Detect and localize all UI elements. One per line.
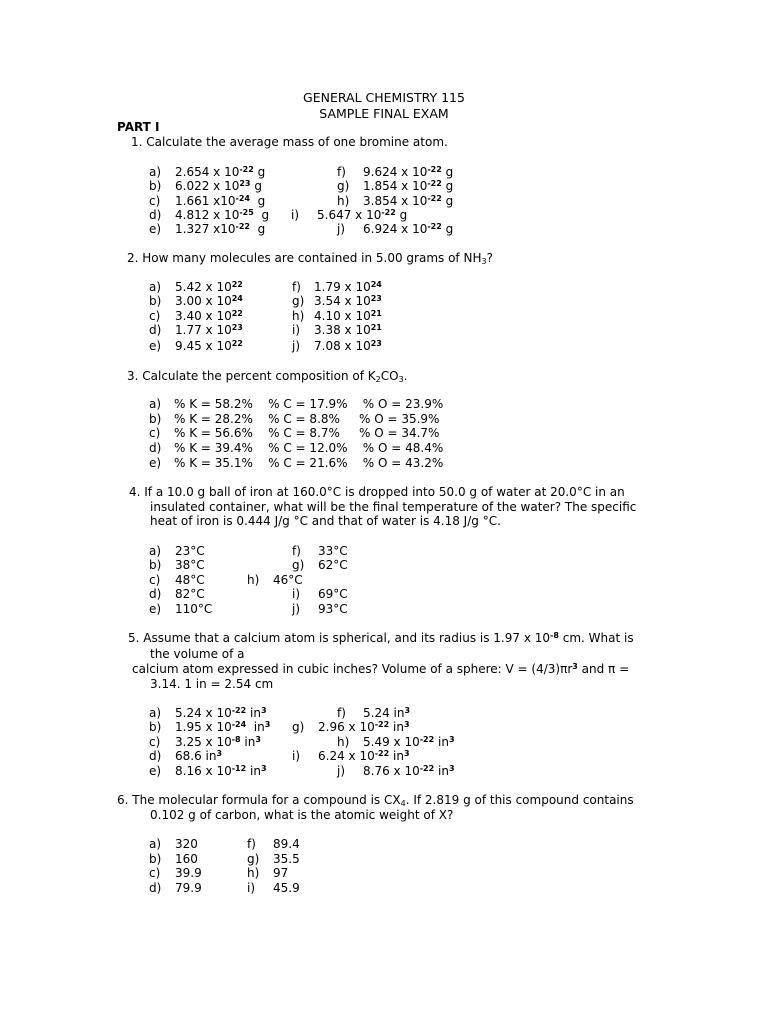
option-a: a) 5.24 x $10^{-22}$ $in^3$ [149, 706, 267, 720]
question-text-line-2: 0.102 g of carbon, what is the atomic weight of X? [150, 808, 454, 822]
option-i: i) 3.38 x $10^{21}$ [292, 323, 382, 337]
option-d: d) % K = 39.4% % C = 12.0% % O = 48.4% [149, 441, 444, 455]
option-e: e) 9.45 x $10^{22}$ [149, 339, 243, 353]
option-c: c) 39.9 [149, 866, 202, 880]
option-h: h) 97 [247, 866, 289, 880]
option-j: j) 6.924 x $10^{-22}$ g [337, 222, 454, 236]
question-text-line-2: the volume of a [150, 647, 245, 661]
question-text-line-1: 5. Assume that a calcium atom is spherical, and its radius is 1.97 x $10^{-8}$ cm. What is [128, 631, 634, 645]
option-e: e) 110°C [149, 602, 213, 616]
option-b: b) 38°C [149, 558, 205, 572]
option-a: a) % K = 58.2% % C = 17.9% % O = 23.9% [149, 397, 444, 411]
option-c: c) % K = 56.6% % C = 8.7% % O = 34.7% [149, 426, 440, 440]
option-g: g) 3.54 x $10^{23}$ [292, 294, 382, 308]
option-f: f) 5.24 $in^3$ [337, 706, 411, 720]
option-e: e) 8.16 x $10^{-12}$ $in^3$ [149, 764, 267, 778]
option-c: c) 1.661 $x10^{-24}$ g [149, 194, 266, 208]
option-h: h) 3.854 x $10^{-22}$ g [337, 194, 454, 208]
question-text: 1. Calculate the average mass of one bromine atom. [131, 135, 448, 149]
option-b: b) 160 [149, 852, 198, 866]
question-text-line-4: 3.14. 1 in = 2.54 cm [150, 677, 274, 691]
option-g: g) 35.5 [247, 852, 300, 866]
option-d: d) 79.9 [149, 881, 202, 895]
option-e: e) % K = 35.1% % C = 21.6% % O = 43.2% [149, 456, 444, 470]
option-d: d) 4.812 x $10^{-25}$ g [149, 208, 270, 222]
option-h: h) 5.49 x $10^{-22}$ $in^3$ [337, 735, 455, 749]
option-g: g) 2.96 x $10^{-22}$ $in^3$ [292, 720, 410, 734]
exam-subtitle: SAMPLE FINAL EXAM [319, 106, 449, 121]
option-i: i) 5.647 x $10^{-22}$ g [291, 208, 408, 222]
option-e: e) 1.327 $x10^{-22}$ g [149, 222, 266, 236]
option-g: g) 62°C [292, 558, 348, 572]
exam-title: GENERAL CHEMISTRY 115 [303, 90, 465, 105]
option-f: f) 9.624 x $10^{-22}$ g [337, 165, 454, 179]
option-c: c) 3.40 x $10^{22}$ [149, 309, 243, 323]
part-label: PART I [117, 120, 160, 134]
question-text-line-2: insulated container, what will be the final temperature of the water? The specific [150, 500, 637, 514]
option-i: i) 69°C [292, 587, 348, 601]
option-b: b) % K = 28.2% % C = 8.8% % O = 35.9% [149, 412, 440, 426]
option-f: f) 1.79 x $10^{24}$ [292, 280, 382, 294]
question-text: 3. Calculate the percent composition of $K_2CO_3$. [127, 369, 408, 384]
question-text-line-3: calcium atom expressed in cubic inches? Volume of a sphere: $V = (4/3)\pi r^3$ and π = [132, 662, 630, 676]
option-a: a) 23°C [149, 544, 205, 558]
option-f: f) 33°C [292, 544, 348, 558]
option-j: j) 93°C [292, 602, 348, 616]
option-h: h) 4.10 x $10^{21}$ [292, 309, 382, 323]
option-a: a) 5.42 x $10^{22}$ [149, 280, 243, 294]
option-i: i) 45.9 [247, 881, 300, 895]
question-text-line-1: 4. If a 10.0 g ball of iron at 160.0°C is dropped into 50.0 g of water at 20.0°C in an [129, 485, 625, 499]
option-f: f) 89.4 [247, 837, 300, 851]
option-b: b) 1.95 x $10^{-24}$ $in^3$ [149, 720, 271, 734]
option-b: b) 3.00 x $10^{24}$ [149, 294, 243, 308]
option-a: a) 320 [149, 837, 198, 851]
option-b: b) 6.022 x $10^{23}$ g [149, 179, 262, 193]
option-a: a) 2.654 x $10^{-22}$ g [149, 165, 266, 179]
option-j: j) 7.08 x $10^{23}$ [292, 339, 382, 353]
option-d: d) 68.6 $in^3$ [149, 749, 223, 763]
option-d: d) 82°C [149, 587, 205, 601]
option-c: c) 3.25 x $10^{-8}$ $in^3$ [149, 735, 261, 749]
question-text: 2. How many molecules are contained in 5.00 grams of $NH_3$? [127, 251, 493, 266]
question-text-line-3: heat of iron is 0.444 J/g °C and that of water is 4.18 J/g °C. [150, 514, 501, 528]
option-j: j) 8.76 x $10^{-22}$ $in^3$ [337, 764, 455, 778]
question-text-line-1: 6. The molecular formula for a compound is $CX_4$. If 2.819 g of this compound contains [117, 793, 634, 808]
option-h: h) 46°C [247, 573, 303, 587]
option-i: i) 6.24 x $10^{-22}$ $in^3$ [292, 749, 410, 763]
option-c: c) 48°C [149, 573, 205, 587]
option-g: g) 1.854 x $10^{-22}$ g [337, 179, 454, 193]
option-d: d) 1.77 x $10^{23}$ [149, 323, 243, 337]
